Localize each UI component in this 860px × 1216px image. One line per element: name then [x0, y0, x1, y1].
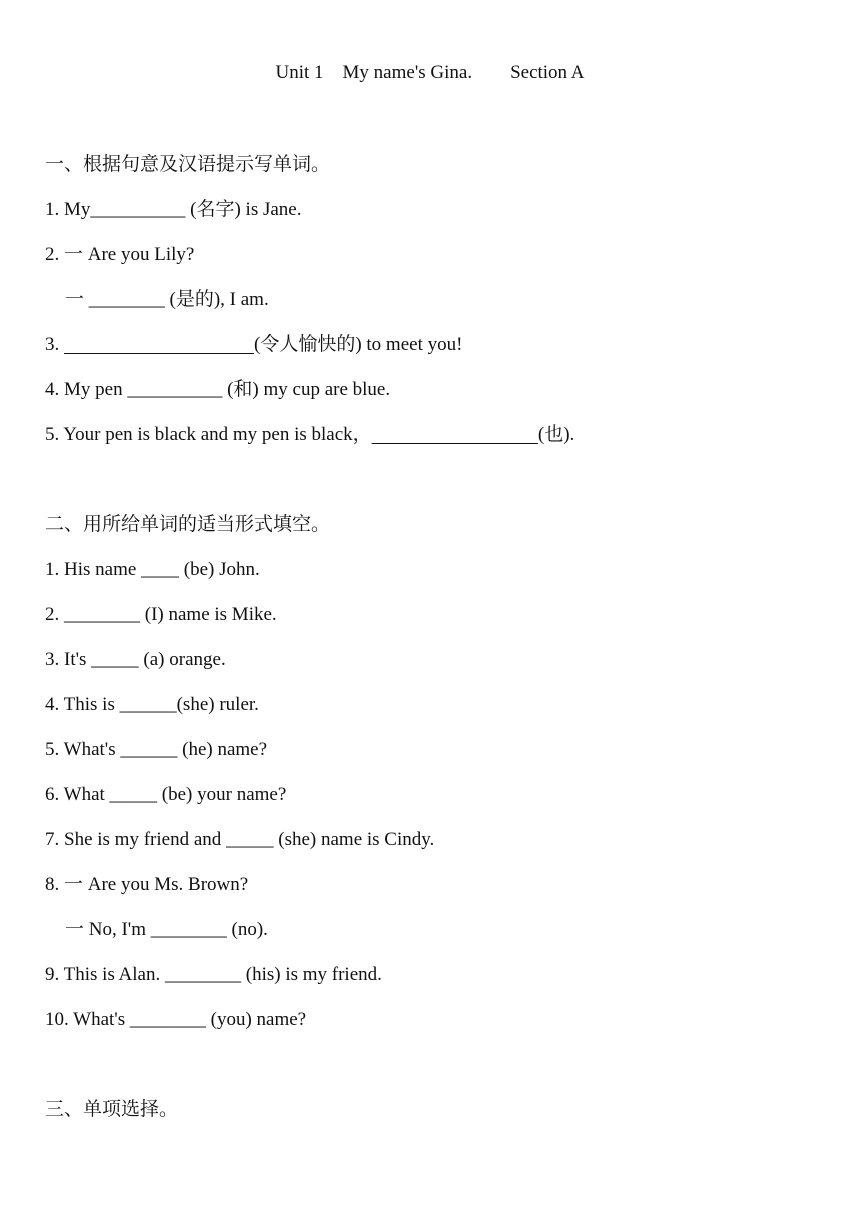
- section2-item-1: 1. His name ____ (be) John.: [45, 559, 260, 580]
- item5-blank: [372, 424, 538, 445]
- section2-item-4: 4. This is ______(she) ruler.: [45, 694, 259, 715]
- section2-item-5: 5. What's ______ (he) name?: [45, 739, 268, 760]
- item5-text: 5. Your pen is black and my pen is black，: [45, 424, 372, 445]
- section3-heading: 三、单项选择。: [45, 1099, 179, 1120]
- section1-heading: 一、根据句意及汉语提示写单词。: [45, 154, 331, 175]
- section2-item-10: 10. What's ________ (you) name?: [45, 1009, 307, 1030]
- section2-item-3: 3. It's _____ (a) orange.: [45, 649, 226, 670]
- section1-item-5: [45, 422, 574, 448]
- section2-heading: 二、用所给单词的适当形式填空。: [45, 514, 331, 535]
- section2-item-9: 9. This is Alan. ________ (his) is my friend.: [45, 964, 382, 985]
- section2-item-7: 7. She is my friend and _____ (she) name is Cindy.: [45, 829, 435, 850]
- item3-number: 3.: [45, 334, 64, 355]
- section1-item-3: [45, 332, 462, 358]
- section2-item-2: 2. ________ (I) name is Mike.: [45, 604, 277, 625]
- section2-item-6: 6. What _____ (be) your name?: [45, 784, 287, 805]
- item3-blank: [64, 334, 254, 355]
- page-title: Unit 1 My name's Gina. Section A: [275, 62, 585, 83]
- section1-item-1: 1. My__________ (名字) is Jane.: [45, 199, 302, 220]
- section2-item-8-answer: 一 No, I'm ________ (no).: [65, 919, 268, 940]
- section2-item-8: 8. 一 Are you Ms. Brown?: [45, 874, 249, 895]
- section1-item-2: 2. 一 Are you Lily?: [45, 244, 195, 265]
- item5-rest: (也).: [537, 424, 575, 445]
- section1-item-2-answer: 一 ________ (是的), I am.: [65, 289, 269, 310]
- section1-item-4: 4. My pen __________ (和) my cup are blue.: [45, 379, 391, 400]
- item3-rest: (令人愉快的) to meet you!: [254, 334, 463, 355]
